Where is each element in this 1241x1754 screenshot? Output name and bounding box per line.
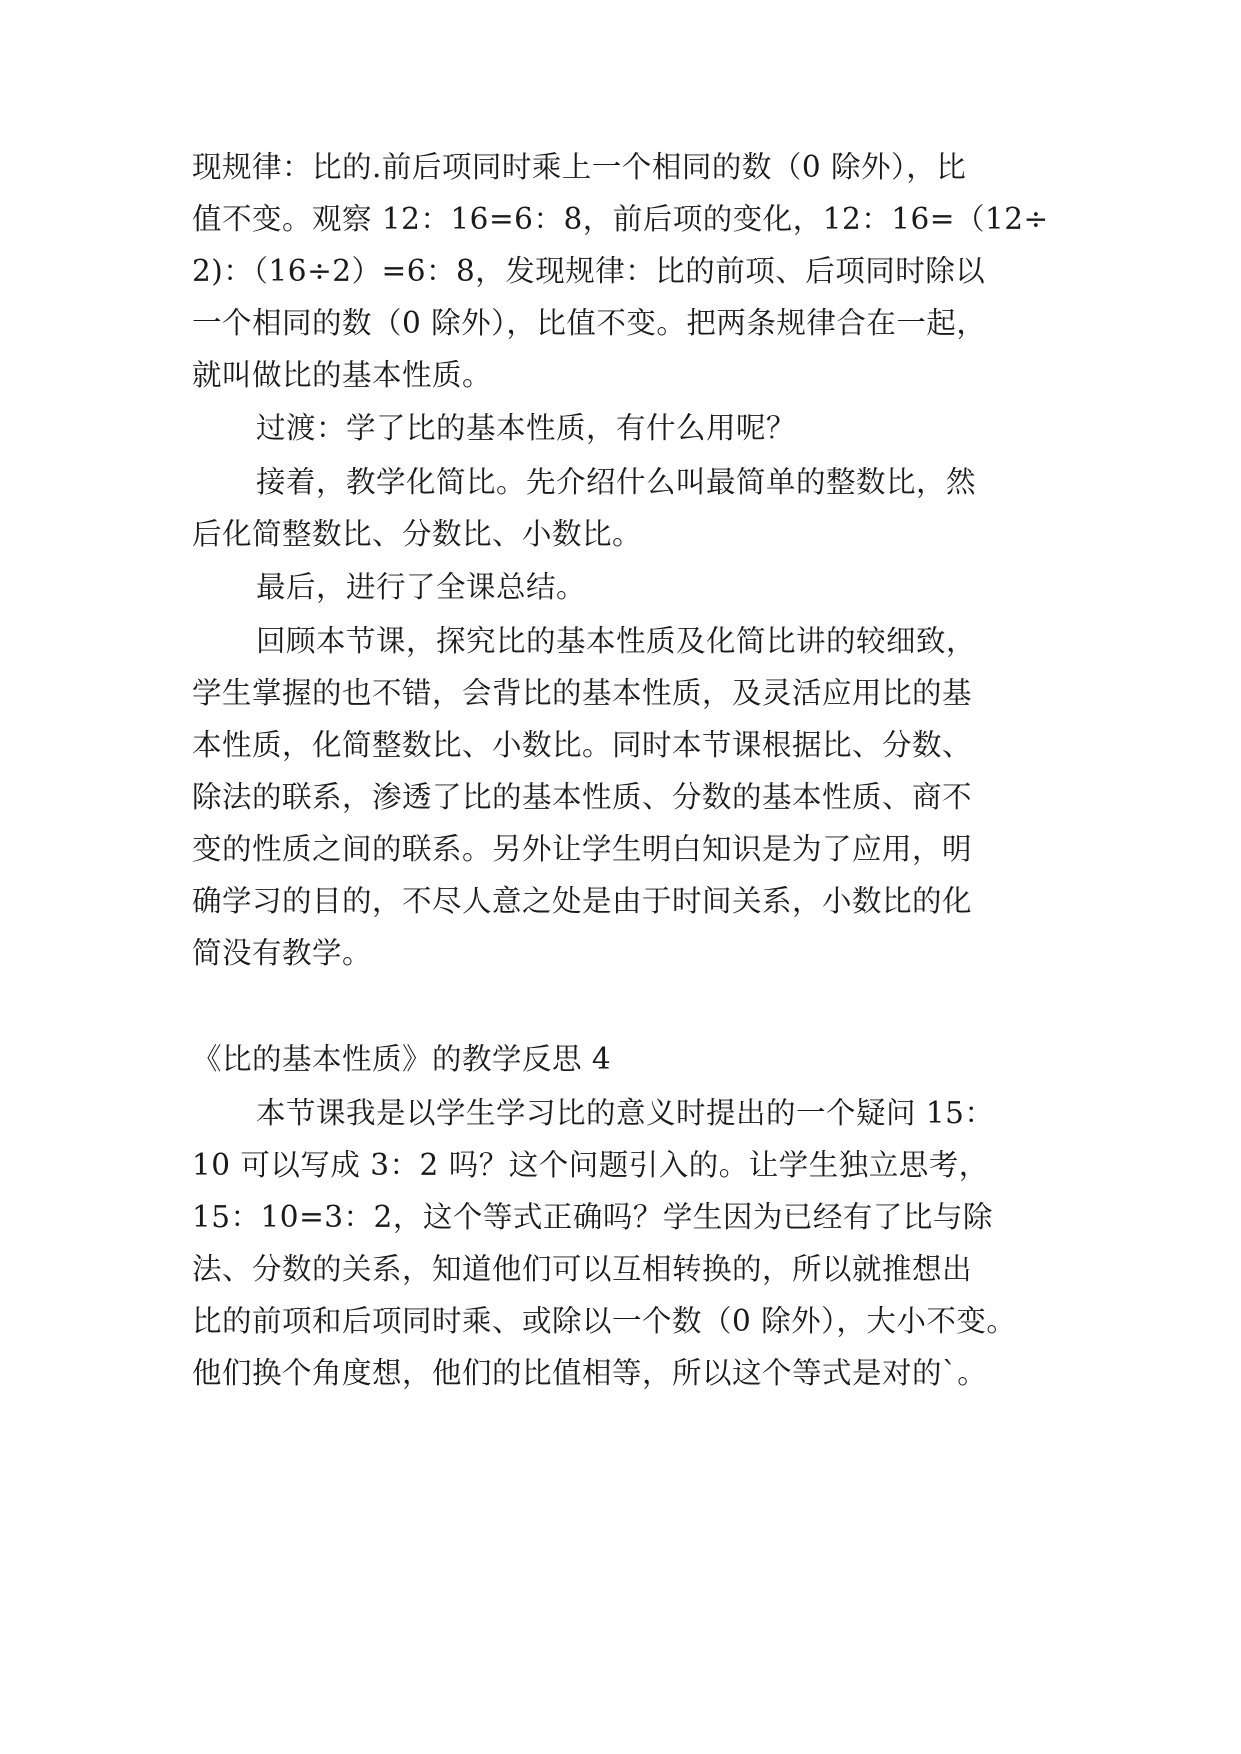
paragraph-line: 15：10=3：2，这个等式正确吗？学生因为已经有了比与除: [192, 1200, 993, 1234]
paragraph-line: 学生掌握的也不错，会背比的基本性质，及灵活应用比的基: [192, 676, 973, 710]
paragraph-line: 后化简整数比、分数比、小数比。: [192, 517, 643, 551]
paragraph-line: 简没有教学。: [192, 936, 373, 970]
paragraph-line: 10 可以写成 3：2 吗？这个问题引入的。让学生独立思考，: [192, 1148, 989, 1182]
paragraph-line: 就叫做比的基本性质。: [192, 358, 493, 392]
paragraph-line: 过渡：学了比的基本性质，有什么用呢？: [256, 411, 797, 445]
paragraph-line: 2)：（16÷2）=6：8，发现规律：比的前项、后项同时除以: [192, 254, 986, 288]
paragraph-line: 除法的联系，渗透了比的基本性质、分数的基本性质、商不: [192, 780, 973, 814]
section-title: 《比的基本性质》的教学反思 4: [192, 1042, 612, 1076]
paragraph-line: 本节课我是以学生学习比的意义时提出的一个疑问 15：: [256, 1096, 995, 1130]
paragraph-line: 确学习的目的，不尽人意之处是由于时间关系，小数比的化: [192, 884, 973, 918]
paragraph-line: 本性质，化简整数比、小数比。同时本节课根据比、分数、: [192, 728, 973, 762]
paragraph-line: 法、分数的关系，知道他们可以互相转换的，所以就推想出: [192, 1252, 973, 1286]
paragraph-line: 一个相同的数（0 除外），比值不变。把两条规律合在一起，: [192, 306, 987, 340]
paragraph-line: 值不变。观察 12：16=6：8，前后项的变化，12：16=（12÷: [192, 202, 1049, 236]
paragraph-line: 变的性质之间的联系。另外让学生明白知识是为了应用，明: [192, 832, 973, 866]
paragraph-line: 他们换个角度想，他们的比值相等，所以这个等式是对的`。: [192, 1356, 988, 1390]
paragraph-line: 最后，进行了全课总结。: [256, 570, 587, 604]
paragraph-line: 接着，教学化简比。先介绍什么叫最简单的整数比，然: [256, 465, 977, 499]
paragraph-line: 比的前项和后项同时乘、或除以一个数（0 除外），大小不变。: [192, 1304, 1017, 1338]
paragraph-line: 现规律：比的.前后项同时乘上一个相同的数（0 除外），比: [192, 150, 967, 184]
paragraph-line: 回顾本节课，探究比的基本性质及化简比讲的较细致，: [256, 624, 977, 658]
